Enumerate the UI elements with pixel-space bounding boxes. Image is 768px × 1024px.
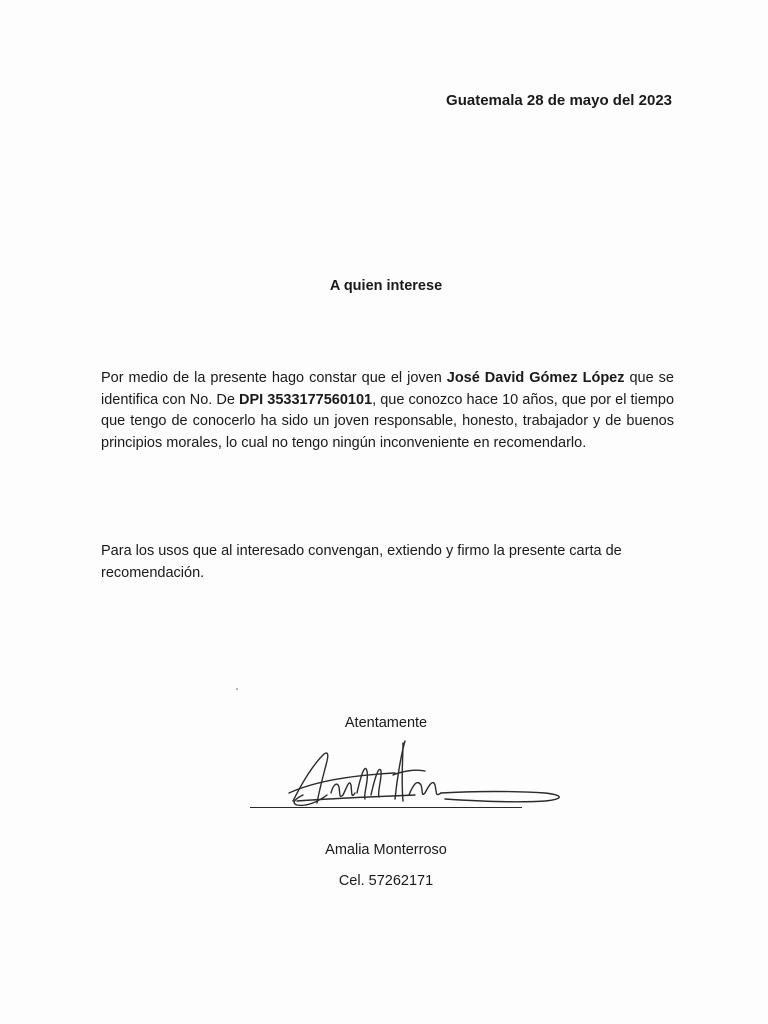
body-paragraph-2: Para los usos que al interesado convengan, extiendo y firmo la presente carta de recomendación. bbox=[101, 543, 622, 581]
paragraph-1-text-b: que se identifica con No. De bbox=[101, 370, 674, 408]
signer-phone: Cel. 57262171 bbox=[338, 873, 434, 889]
paragraph-1-text-c: , que conozco hace 10 años, que por el tiempo que tengo de conocerlo ha sido un joven responsable, honesto, trabajador y de buenos principios morales, lo cual no tengo ningún inconveniente en recomendarlo. bbox=[101, 391, 675, 451]
paper-speck bbox=[236, 688, 238, 690]
closing-salutation: Atentamente bbox=[344, 715, 428, 731]
handwritten-signature bbox=[245, 735, 575, 815]
recommended-person-name: José David Gómez López bbox=[446, 370, 625, 386]
signer-name: Amalia Monterroso bbox=[325, 842, 447, 858]
body-paragraph-1 bbox=[101, 368, 674, 454]
dpi-number: DPI 3533177560101 bbox=[239, 391, 373, 408]
paragraph-1-text-a: Por medio de la presente hago constar que el joven bbox=[101, 370, 447, 386]
signature-line bbox=[250, 807, 522, 808]
letter-greeting: A quien interese bbox=[329, 278, 443, 294]
letter-date: Guatemala 28 de mayo del 2023 bbox=[446, 92, 672, 109]
